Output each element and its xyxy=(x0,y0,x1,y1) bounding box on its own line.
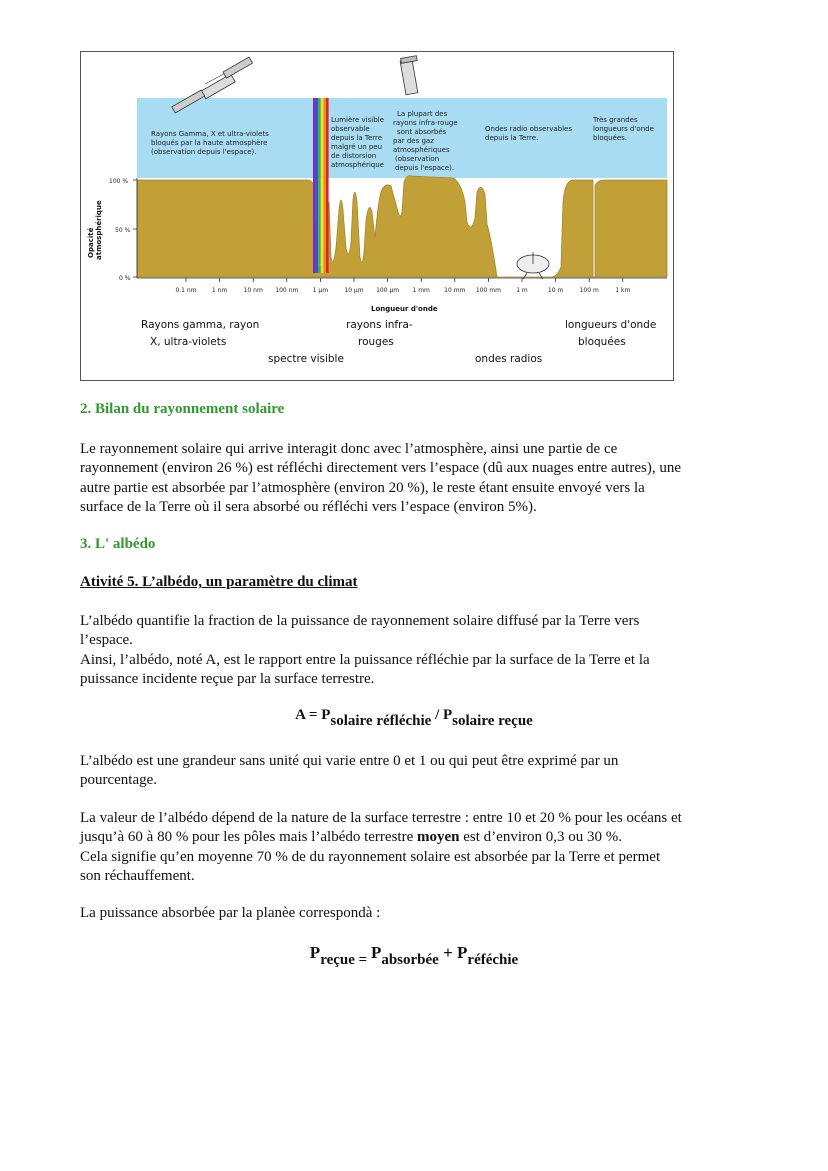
x-tick-label: 10 μm xyxy=(344,287,364,294)
paragraph-line: son réchauffement. xyxy=(80,867,195,884)
long-wave-region-label: Très grandes longueurs d'onde bloquées. xyxy=(593,116,654,142)
radio-region-label: Ondes radio observables depuis la Terre. xyxy=(485,125,572,142)
x-tick-label: 1 km xyxy=(615,287,631,294)
x-tick-label: 100 nm xyxy=(275,287,299,294)
paragraph-line: rayonnement (environ 26 %) est réfléchi directement vers l’espace (dû aux nuages entre autres), une xyxy=(80,460,681,477)
x-tick-label: 10 m xyxy=(547,287,564,294)
caption-infrared: rayons infra- rouges xyxy=(346,319,413,348)
absorbed-power-intro: La puissance absorbée par la planèe correspondà : xyxy=(80,905,381,921)
formula-lhs: A = P xyxy=(295,707,331,723)
paragraph-line: l’espace. xyxy=(80,632,133,649)
rainbow-yellow xyxy=(321,98,324,273)
x-tick-label: 1 mm xyxy=(412,287,430,294)
caption-radio: ondes radios xyxy=(475,353,543,365)
radio-dish-icon xyxy=(517,252,549,279)
paragraph-line: pourcentage. xyxy=(80,772,158,789)
atmospheric-opacity-chart xyxy=(81,52,675,382)
formula-sep: / P xyxy=(431,707,453,723)
paragraph-line: L’albédo est une grandeur sans unité qui varie entre 0 et 1 ou qui peut être exprimé par un xyxy=(80,753,619,769)
x-tick-label: 100 mm xyxy=(475,287,501,294)
formula-sub-absorbed: absorbée xyxy=(381,952,439,968)
x-tick-label: 10 mm xyxy=(444,287,466,294)
formula-sub-received: reçue = xyxy=(320,952,371,968)
y-axis-title: Opacité atmosphérique xyxy=(87,200,103,260)
albedo-values-paragraph xyxy=(80,809,755,886)
section-3-title: 3. L' albédo xyxy=(80,536,156,552)
gamma-region-label: Rayons Gamma, X et ultra-violets bloqués par la haute atmosphère (observation depuis l'espace). xyxy=(151,130,269,156)
formula-sub-received: solaire reçue xyxy=(452,713,533,729)
formula-p-absorbed: P xyxy=(370,943,382,962)
caption-visible: spectre visible xyxy=(268,353,344,365)
rainbow-violet xyxy=(313,98,316,273)
space-telescope-icon xyxy=(400,56,418,95)
x-tick-label: 1 nm xyxy=(211,287,228,294)
formula-p-received: P xyxy=(309,943,321,962)
formula-sub-reflected: réféchie xyxy=(467,952,519,968)
rainbow-red xyxy=(326,98,329,273)
text-run: est d’environ 0,3 ou 30 %. xyxy=(459,829,622,846)
paragraph-line: Le rayonnement solaire qui arrive interagit donc avec l’atmosphère, ainsi une partie de ce xyxy=(80,441,618,457)
albedo-formula xyxy=(0,707,828,730)
text-run: jusqu’à 60 à 80 % pour les pôles mais l’albédo terrestre xyxy=(80,829,417,846)
paragraph-line xyxy=(80,828,755,847)
y-tick-0: 0 % xyxy=(119,275,131,282)
paragraph-line: La valeur de l’albédo dépend de la nature de la surface terrestre : entre 10 et 20 % pour les océans et xyxy=(80,810,682,826)
paragraph-line: Cela signifie qu’en moyenne 70 % de du rayonnement solaire est absorbée par la Terre et permet xyxy=(80,848,661,865)
y-tick-100: 100 % xyxy=(109,178,129,185)
x-tick-label: 100 m xyxy=(579,287,599,294)
paragraph-line: L’albédo quantifie la fraction de la puissance de rayonnement solaire diffusé par la Terre vers xyxy=(80,613,640,629)
x-tick-label: 0.1 nm xyxy=(175,287,197,294)
y-tick-50: 50 % xyxy=(115,227,131,234)
albedo-definition-paragraph xyxy=(80,612,755,689)
x-tick-label: 10 nm xyxy=(243,287,263,294)
caption-gamma: Rayons gamma, rayon X, ultra-violets xyxy=(141,319,260,348)
formula-sub-reflected: solaire réfléchie xyxy=(330,713,432,729)
rainbow-blue xyxy=(316,98,319,273)
rainbow-orange xyxy=(323,98,326,273)
section-2-paragraph xyxy=(80,440,755,517)
infrared-region-label: La plupart des rayons infra-rouge sont absorbés par des gaz atmosphériques (observation depuis l'espace). xyxy=(393,110,458,172)
caption-long-wave: longueurs d'onde bloquées xyxy=(565,319,657,348)
albedo-unit-paragraph xyxy=(80,752,755,791)
paragraph-line: surface de la Terre où il sera absorbé ou réfléchi vers l’espace (environ 5%). xyxy=(80,498,537,515)
paragraph-line: puissance incidente reçue par la surface terrestre. xyxy=(80,670,375,687)
x-tick-label: 1 m xyxy=(516,287,528,294)
x-tick-label: 1 μm xyxy=(312,287,329,294)
atmospheric-opacity-figure xyxy=(80,51,674,381)
section-2-title: 2. Bilan du rayonnement solaire xyxy=(80,401,285,417)
bold-word-moyen: moyen xyxy=(417,829,460,846)
opacity-profile xyxy=(137,176,667,277)
x-tick-label: 100 μm xyxy=(376,287,400,294)
rainbow-green xyxy=(318,98,321,273)
formula-plus: + P xyxy=(438,943,468,962)
power-balance-formula xyxy=(0,943,828,969)
x-axis-title: Longueur d'onde xyxy=(371,305,438,313)
paragraph-line: autre partie est absorbée par l’atmosphère (environ 20 %), le reste étant ensuite envoyé vers la xyxy=(80,479,645,496)
x-axis-ticks xyxy=(175,278,630,294)
visible-region-label: Lumière visible observable depuis la Terre malgré un peu de distorsion atmosphérique xyxy=(331,116,384,169)
activity-5-title: Ativité 5. L’albédo, un paramètre du climat xyxy=(80,574,358,590)
paragraph-line: Ainsi, l’albédo, noté A, est le rapport entre la puissance réfléchie par la surface de la Terre et la xyxy=(80,651,650,668)
